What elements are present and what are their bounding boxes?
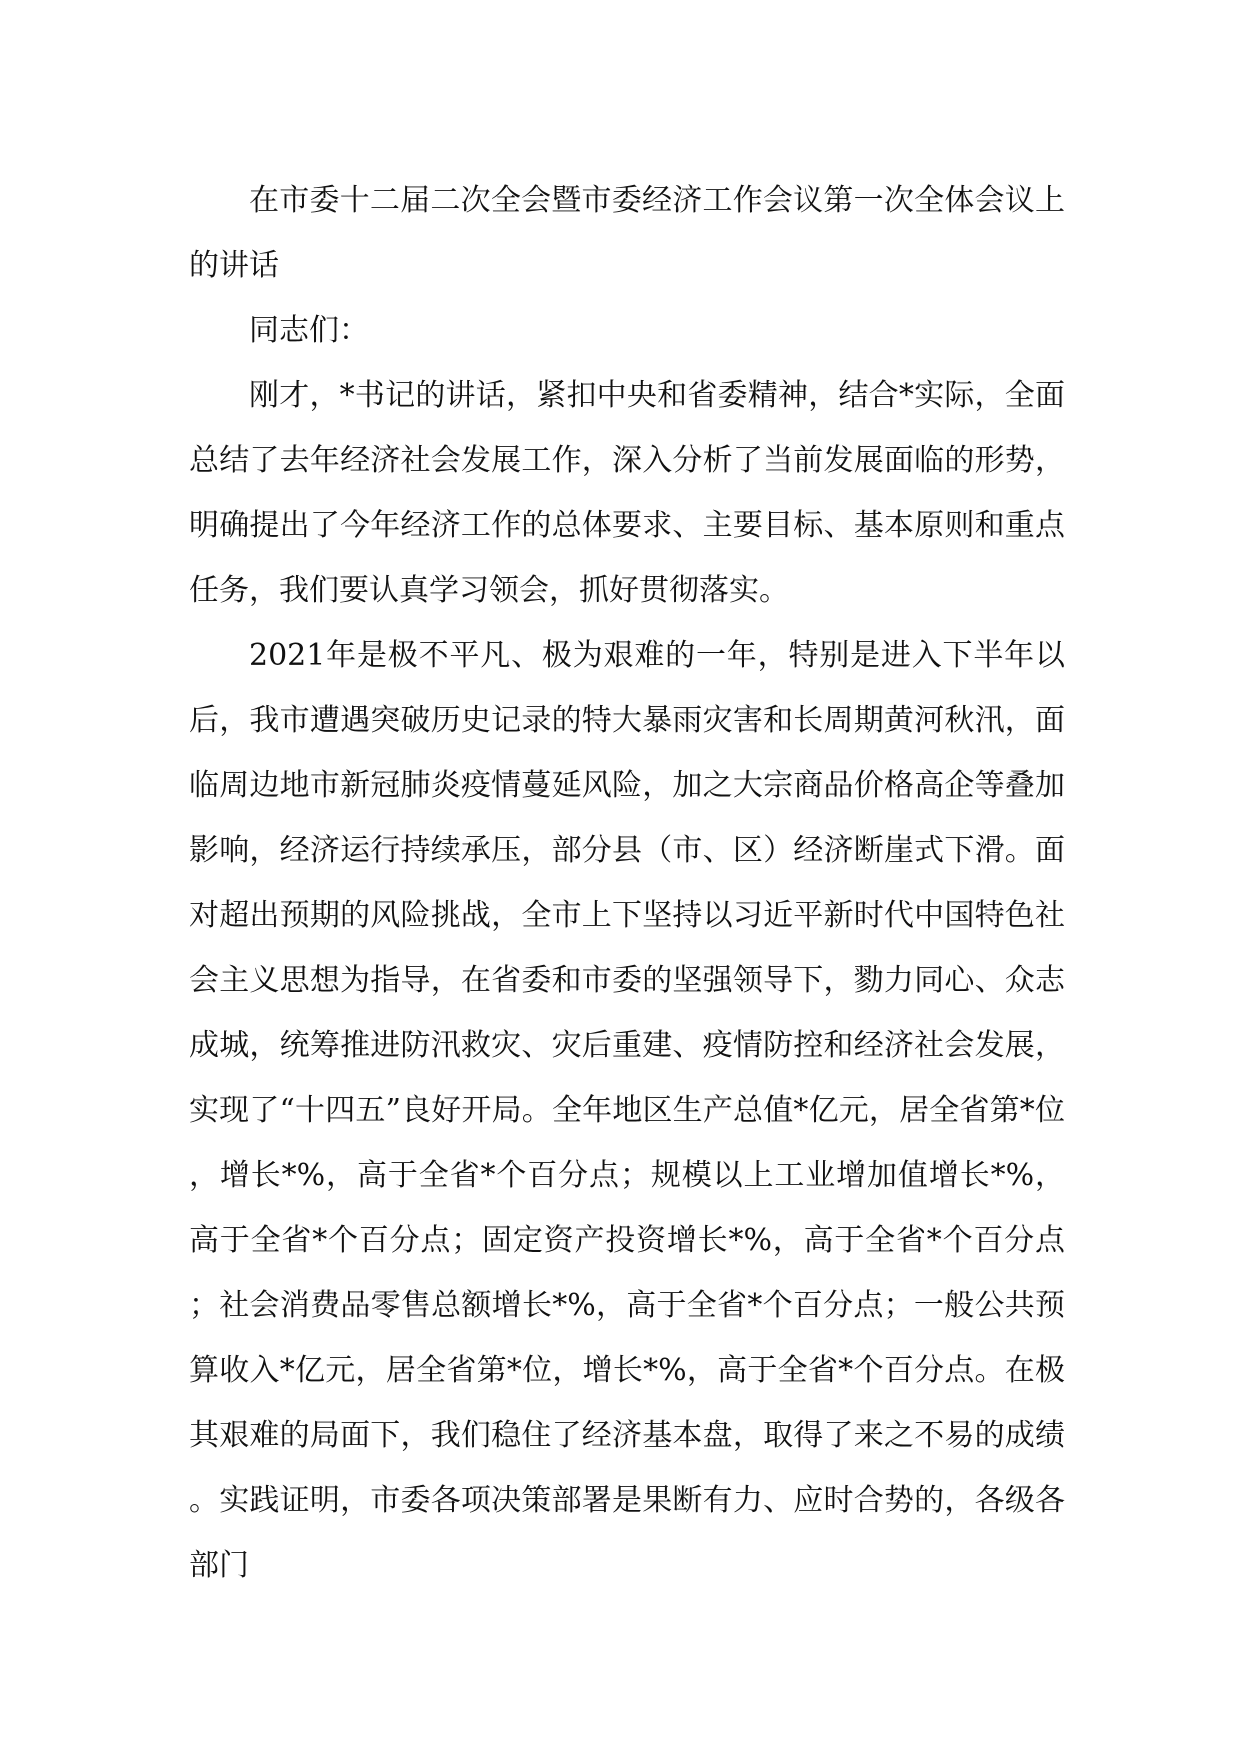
document-title: 在市委十二届二次全会暨市委经济工作会议第一次全体会议上的讲话	[189, 183, 1065, 283]
paragraph-2: 2021年是极不平凡、极为艰难的一年，特别是进入下半年以后，我市遭遇突破历史记录的特大暴雨灾害和长周期黄河秋汛，面临周边地市新冠肺炎疫情蔓延风险，加之大宗商品价格高企等叠加影响，经济运行持续承压，部分县（市、区）经济断崖式下滑。面对超出预期的风险挑战，全市上下坚持以习近平新时代中国特色社会主义思想为指导，在省委和市委的坚强领导下，勠力同心、众志成城，统筹推进防汛救灾、灾后重建、疫情防控和经济社会发展，实现了“十四五”良好开局。全年地区生产总值*亿元，居全省第*位，增长*%，高于全省*个百分点；规模以上工业增加值增长*%，高于全省*个百分点；固定资产投资增长*%，高于全省*个百分点；社会消费品零售总额增长*%，高于全省*个百分点；一般公共预算收入*亿元，居全省第*位，增长*%，高于全省*个百分点。在极其艰难的局面下，我们稳住了经济基本盘，取得了来之不易的成绩。实践证明，市委各项决策部署是果断有力、应时合势的，各级各部门	[189, 638, 1065, 1583]
document-body	[189, 168, 1065, 1598]
salutation: 同志们：	[249, 313, 369, 348]
paragraph-1: 刚才，*书记的讲话，紧扣中央和省委精神，结合*实际，全面总结了去年经济社会发展工作，深入分析了当前发展面临的形势，明确提出了今年经济工作的总体要求、主要目标、基本原则和重点任务，我们要认真学习领会，抓好贯彻落实。	[189, 378, 1065, 608]
